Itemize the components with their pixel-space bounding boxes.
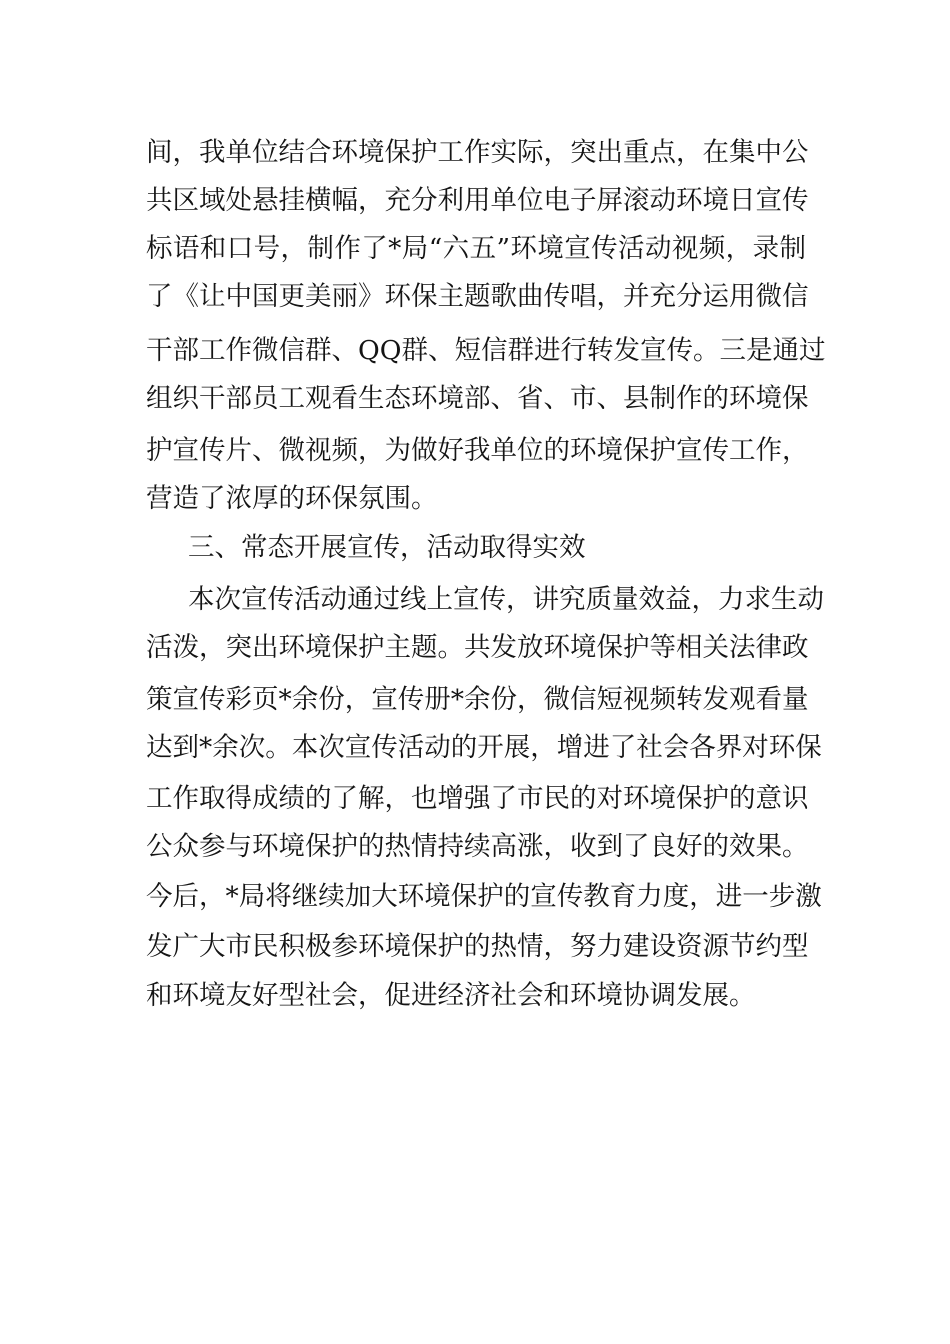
paragraph-line: 达到*余次。本次宣传活动的开展，增进了社会各界对环保 — [146, 732, 822, 763]
paragraph-line: 护宣传片、微视频，为做好我单位的环境保护宣传工作， — [146, 435, 809, 466]
paragraph-line: 共区域处悬挂横幅，充分利用单位电子屏滚动环境日宣传 — [146, 185, 809, 216]
section-heading: 三、常态开展宣传，活动取得实效 — [188, 532, 586, 563]
paragraph-line: 策宣传彩页*余份，宣传册*余份，微信短视频转发观看量 — [146, 684, 809, 715]
paragraph-line: 和环境友好型社会，促进经济社会和环境协调发展。 — [146, 980, 756, 1011]
paragraph-line: 本次宣传活动通过线上宣传，讲究质量效益，力求生动 — [188, 584, 824, 615]
paragraph-line: 干部工作微信群、QQ群、短信群进行转发宣传。三是通过 — [146, 335, 826, 366]
paragraph-line: 发广大市民积极参环境保护的热情，努力建设资源节约型 — [146, 931, 809, 962]
paragraph-line: 间，我单位结合环境保护工作实际，突出重点，在集中公 — [146, 137, 809, 168]
paragraph-line: 了《让中国更美丽》环保主题歌曲传唱，并充分运用微信 — [146, 281, 809, 312]
paragraph-line: 工作取得成绩的了解，也增强了市民的对环境保护的意识 — [146, 783, 809, 814]
paragraph-line: 营造了浓厚的环保氛围。 — [146, 483, 438, 514]
paragraph-line: 公众参与环境保护的热情持续高涨，收到了良好的效果。 — [146, 831, 809, 862]
paragraph-line: 标语和口号，制作了*局“六五”环境宣传活动视频，录制 — [146, 233, 806, 264]
paragraph-line: 今后，*局将继续加大环境保护的宣传教育力度，进一步激 — [146, 881, 822, 912]
paragraph-line: 活泼，突出环境保护主题。共发放环境保护等相关法律政 — [146, 632, 809, 663]
paragraph-line: 组织干部员工观看生态环境部、省、市、县制作的环境保 — [146, 383, 809, 414]
